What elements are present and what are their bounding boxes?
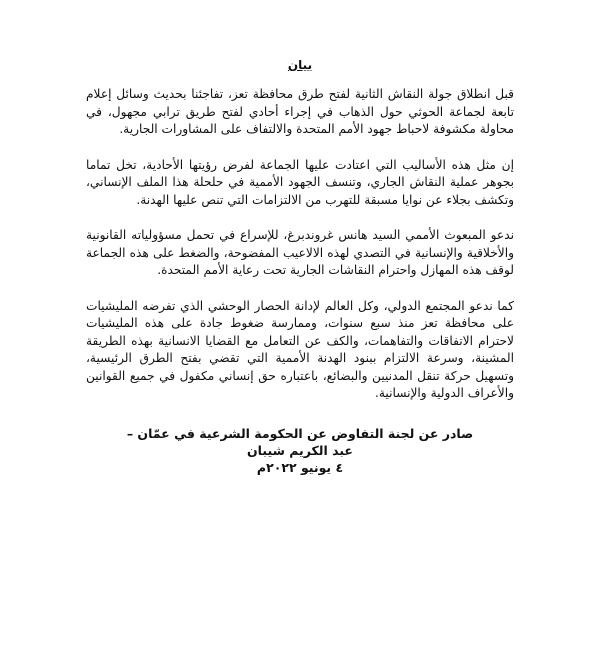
paragraph-3: ندعو المبعوث الأممي السيد هانس غروندبرغ، للإسراع في تحمل مسؤولياته القانونية والأخلاقية والإنسانية في التصدي لهذه الالاعيب المفضوحة، والضغط على هذه الجماعة لوقف هذه المهازل واحترام النقاشات الجارية تحت رعاية الأمم المتحدة. (86, 228, 514, 277)
paragraph-1: قبل انطلاق جولة النقاش الثانية لفتح طرق محافظة تعز، تفاجئنا بحديث وسائل إعلام تابعة لجماعة الحوثي حول الذهاب في إجراء أحادي لفتح طريق ترابي مجهول، في محاولة مكشوفة لاحباط جهود الأمم المتحدة والالتفاف على المشاورات الجارية. (86, 87, 514, 136)
paragraph-2: إن مثل هذه الأساليب التي اعتادت عليها الجماعة لفرض رؤيتها الأحادية، تخل تماما بجوهر عملية النقاش الجاري، وتنسف الجهود الأممية في حلحلة هذا الملف الإنساني، وتكشف بجلاء عن نوايا مسبقة للتهرب من الالتزامات التي تنص عليها الهدنة. (86, 157, 514, 207)
paragraph-4: كما ندعو المجتمع الدولي، وكل العالم لإدانة الحصار الوحشي الذي تفرضه المليشيات على محافظة تعز منذ سبع سنوات، وممارسة ضغوط جادة على هذه المليشيات لاحترام الاتفاقات والتفاهمات، والكف عن التعامل مع القضايا الانسانية بهذه الطريقة المشينة، وسرعة الالتزام ببنود الهدنة الأممية التي تقضي بفتح الطرق الرئيسية، وتسهيل حركة تنقل المدنيين والبضائع، باعتباره حق إنساني مكفول في جميع القوانين والأعراف الدولية والإنسانية. (86, 298, 514, 400)
signature-name: عبد الكريم شيبان (247, 442, 353, 458)
document-title: بيان (287, 58, 313, 72)
signature-block (86, 425, 514, 476)
signature-issuer: صادر عن لجنة التفاوض عن الحكومة الشرعية في عمّان – (126, 425, 474, 441)
signature-date: ٤ يونيو ٢٠٢٢م (256, 459, 344, 475)
